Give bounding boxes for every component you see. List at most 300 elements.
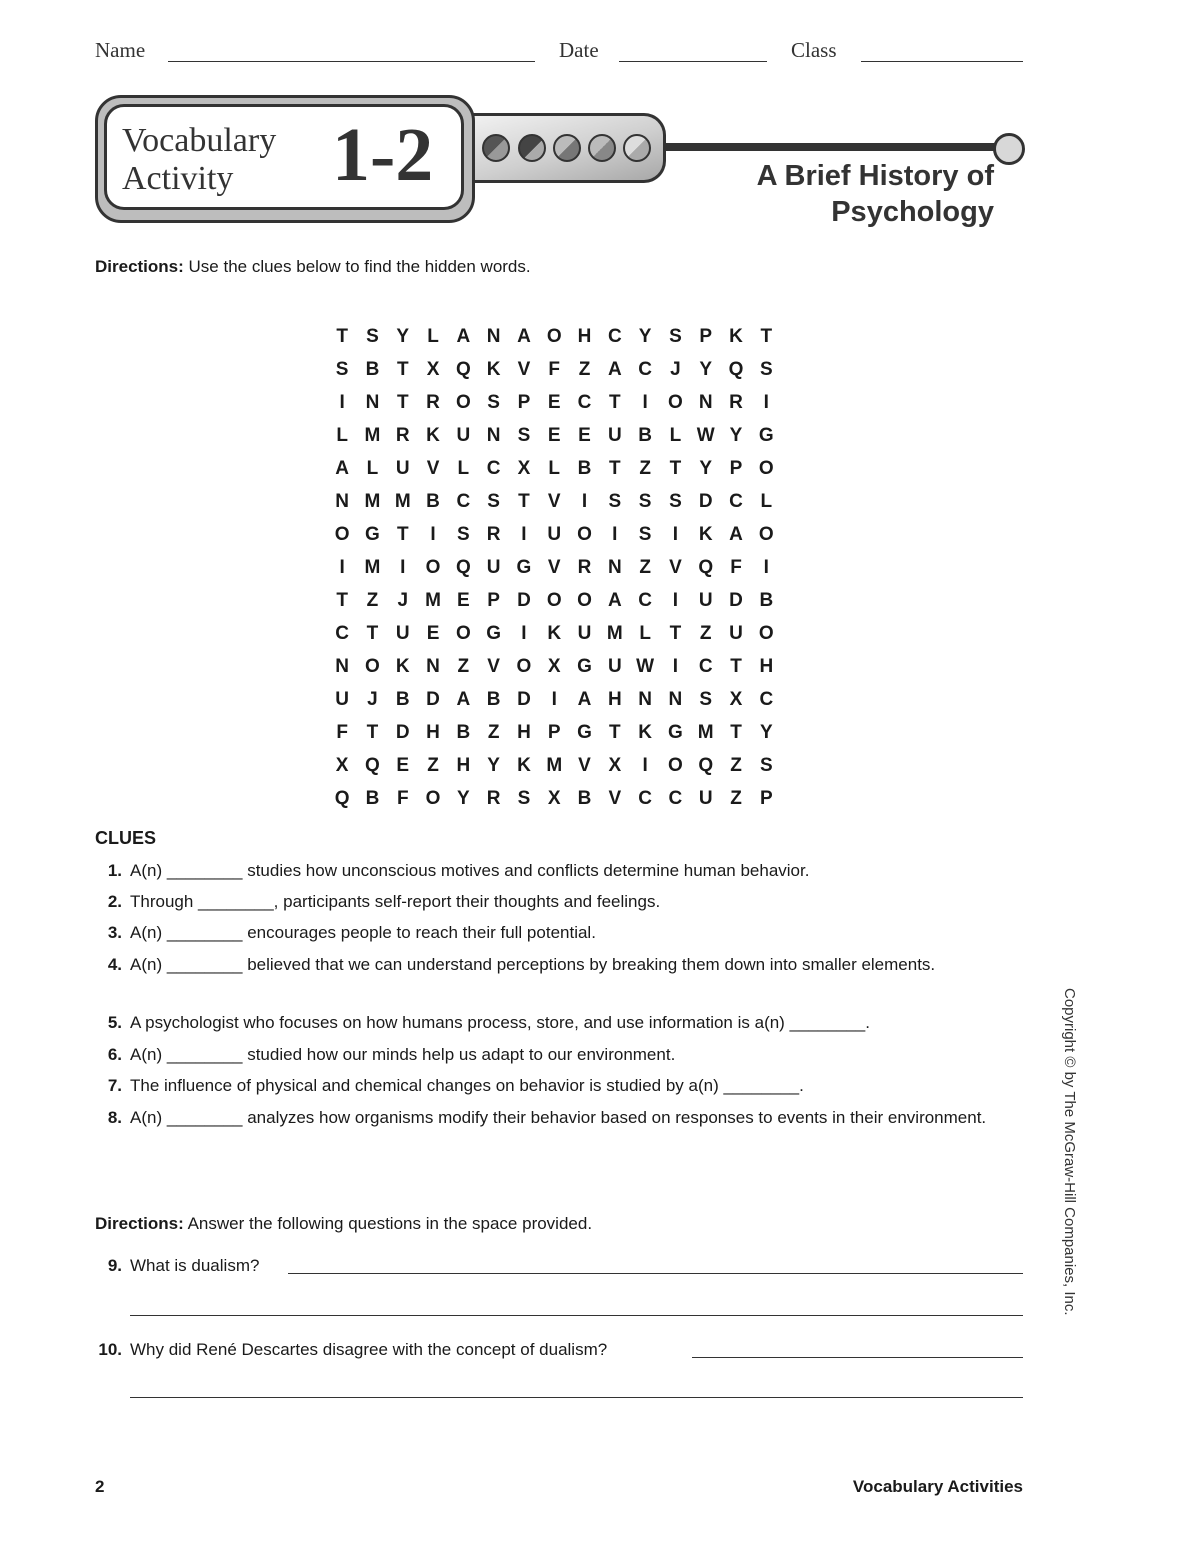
word-search-letter[interactable]: H xyxy=(426,721,440,743)
word-search-letter[interactable]: Q xyxy=(455,358,471,380)
word-search-letter[interactable]: U xyxy=(486,556,501,578)
word-search-letter[interactable]: H xyxy=(577,325,592,347)
word-search-letter[interactable]: L xyxy=(548,457,561,479)
word-search-letter[interactable]: D xyxy=(395,721,410,743)
word-search-letter[interactable]: D xyxy=(517,688,531,710)
word-search-letter[interactable]: I xyxy=(521,622,527,644)
word-search-letter[interactable]: F xyxy=(336,721,348,743)
word-search-letter[interactable]: N xyxy=(486,424,501,446)
word-search-letter[interactable]: O xyxy=(577,589,592,611)
word-search-letter[interactable]: K xyxy=(547,622,562,644)
word-search-letter[interactable]: F xyxy=(730,556,742,578)
word-search-letter[interactable]: L xyxy=(336,424,348,446)
word-search-letter[interactable]: P xyxy=(487,589,500,611)
word-search-grid xyxy=(327,320,781,815)
word-search-letter[interactable]: B xyxy=(486,688,501,710)
word-search-letter[interactable]: O xyxy=(758,457,774,479)
word-search-letter[interactable]: O xyxy=(365,655,380,677)
word-search-letter[interactable]: Z xyxy=(578,358,591,380)
word-search-letter[interactable]: X xyxy=(547,787,561,809)
word-search-letter[interactable]: U xyxy=(547,523,562,545)
word-search-letter[interactable]: S xyxy=(699,688,713,710)
word-search-letter[interactable]: N xyxy=(365,391,380,413)
word-search-letter[interactable]: E xyxy=(426,622,440,644)
word-search-letter[interactable]: I xyxy=(400,556,406,578)
word-search-letter[interactable]: B xyxy=(395,688,410,710)
word-search-letter[interactable]: T xyxy=(609,721,621,743)
word-search-letter[interactable]: T xyxy=(730,721,742,743)
answer-line[interactable] xyxy=(130,1315,1023,1316)
clue-item xyxy=(95,1041,1010,1068)
word-search-letter[interactable]: A xyxy=(607,589,622,611)
title-word-vocabulary: Vocabulary xyxy=(122,122,277,159)
word-search-letter[interactable]: S xyxy=(487,391,500,413)
word-search-letter[interactable]: C xyxy=(607,325,622,347)
progress-dot-1 xyxy=(482,134,510,162)
title-word-activity: Activity xyxy=(122,160,234,197)
word-search-letter[interactable]: N xyxy=(335,655,350,677)
word-search-letter[interactable]: Q xyxy=(365,754,380,776)
word-search-letter[interactable]: S xyxy=(669,490,682,512)
clue-number: 7. xyxy=(107,1076,122,1095)
word-search-letter[interactable]: B xyxy=(759,589,774,611)
clue-text: A(n) ________ believed that we can understand perceptions by breaking them down into smaller elements. xyxy=(130,955,936,974)
progress-dot-2 xyxy=(518,134,546,162)
word-search-row xyxy=(327,386,781,419)
word-search-letter[interactable]: Q xyxy=(698,556,714,578)
word-search-letter[interactable]: O xyxy=(455,391,471,413)
directions-label: Directions: xyxy=(95,1214,184,1233)
word-search-letter[interactable]: C xyxy=(729,490,743,512)
word-search-letter[interactable]: S xyxy=(517,787,531,809)
clue-text: Through ________, participants self-report their thoughts and feelings. xyxy=(130,892,661,911)
word-search-letter[interactable]: Q xyxy=(455,556,471,578)
word-search-letter[interactable]: I xyxy=(763,556,769,578)
word-search-letter[interactable]: Y xyxy=(759,721,773,743)
word-search-letter[interactable]: C xyxy=(577,391,592,413)
progress-dot-3 xyxy=(553,134,581,162)
word-search-letter[interactable]: Y xyxy=(699,457,713,479)
word-search-letter[interactable]: T xyxy=(366,622,379,644)
word-search-letter[interactable]: G xyxy=(577,721,592,743)
question-item xyxy=(95,1252,1010,1279)
word-search-letter[interactable]: T xyxy=(609,391,621,413)
word-search-letter[interactable]: H xyxy=(517,721,531,743)
word-search-letter[interactable]: C xyxy=(668,787,683,809)
word-search-letter[interactable]: Y xyxy=(487,754,500,776)
word-search-letter[interactable]: K xyxy=(486,358,501,380)
word-search-row xyxy=(327,551,781,584)
word-search-letter[interactable]: O xyxy=(546,589,562,611)
word-search-letter[interactable]: V xyxy=(547,556,561,578)
word-search-letter[interactable]: U xyxy=(395,457,410,479)
word-search-letter[interactable]: O xyxy=(577,523,592,545)
word-search-letter[interactable]: O xyxy=(668,391,683,413)
word-search-letter[interactable]: M xyxy=(425,589,441,611)
word-search-letter[interactable]: A xyxy=(335,457,350,479)
word-search-letter[interactable]: M xyxy=(697,721,714,743)
date-field-line[interactable] xyxy=(619,61,767,62)
word-search-letter[interactable]: S xyxy=(487,490,500,512)
word-search-letter[interactable]: U xyxy=(729,622,743,644)
word-search-letter[interactable]: K xyxy=(426,424,440,446)
word-search-letter[interactable]: T xyxy=(609,457,621,479)
question-text: What is dualism? xyxy=(130,1256,260,1275)
word-search-letter[interactable]: G xyxy=(668,721,683,743)
clue-item xyxy=(95,888,1010,915)
word-search-letter[interactable]: T xyxy=(366,721,379,743)
word-search-letter[interactable]: I xyxy=(672,523,679,545)
word-search-letter[interactable]: D xyxy=(729,589,743,611)
clue-number: 6. xyxy=(107,1045,122,1064)
word-search-row xyxy=(327,782,781,815)
word-search-letter[interactable]: V xyxy=(487,655,500,677)
clue-item xyxy=(95,951,1010,1005)
word-search-letter[interactable]: I xyxy=(672,589,679,611)
word-search-letter[interactable]: O xyxy=(334,523,350,545)
name-field-line[interactable] xyxy=(168,61,535,62)
word-search-letter[interactable]: P xyxy=(699,325,713,347)
word-search-letter[interactable]: O xyxy=(516,655,532,677)
word-search-row xyxy=(327,452,781,485)
word-search-letter[interactable]: A xyxy=(577,688,592,710)
word-search-letter[interactable]: Q xyxy=(728,358,744,380)
word-search-letter[interactable]: I xyxy=(642,754,648,776)
word-search-letter[interactable]: V xyxy=(426,457,440,479)
word-search-letter[interactable]: A xyxy=(456,688,471,710)
word-search-letter[interactable]: Y xyxy=(699,358,713,380)
chapter-title xyxy=(700,158,994,230)
word-search-letter[interactable]: H xyxy=(759,655,774,677)
word-search-letter[interactable]: O xyxy=(668,754,683,776)
clue-number: 3. xyxy=(107,923,122,942)
directions-text: Use the clues below to find the hidden words. xyxy=(183,257,531,276)
word-search-letter[interactable]: R xyxy=(486,787,501,809)
word-search-letter[interactable]: I xyxy=(763,391,769,413)
word-search-letter[interactable]: I xyxy=(339,556,345,578)
word-search-letter[interactable]: H xyxy=(456,754,471,776)
word-search-row xyxy=(327,584,781,617)
word-search-letter[interactable]: L xyxy=(760,490,773,512)
word-search-letter[interactable]: C xyxy=(698,655,713,677)
word-search-letter[interactable]: S xyxy=(759,754,773,776)
word-search-letter[interactable]: S xyxy=(759,358,773,380)
word-search-letter[interactable]: M xyxy=(394,490,411,512)
word-search-letter[interactable]: S xyxy=(638,490,652,512)
word-search-letter[interactable]: E xyxy=(396,754,410,776)
word-search-letter[interactable]: S xyxy=(608,490,622,512)
word-search-letter[interactable]: M xyxy=(364,424,381,446)
word-search-letter[interactable]: R xyxy=(395,424,410,446)
word-search-letter[interactable]: N xyxy=(426,655,440,677)
word-search-letter[interactable]: K xyxy=(638,721,652,743)
word-search-letter[interactable]: O xyxy=(758,622,774,644)
word-search-letter[interactable]: U xyxy=(698,589,713,611)
directions-questions xyxy=(95,1214,592,1234)
word-search-letter[interactable]: X xyxy=(335,754,349,776)
word-search-letter[interactable]: M xyxy=(364,490,381,512)
question-number: 10. xyxy=(98,1340,122,1359)
word-search-letter[interactable]: O xyxy=(425,787,441,809)
word-search-letter[interactable]: F xyxy=(396,787,409,809)
word-search-letter[interactable]: B xyxy=(426,490,440,512)
word-search-letter[interactable]: T xyxy=(669,622,682,644)
word-search-letter[interactable]: L xyxy=(457,457,470,479)
word-search-row xyxy=(327,485,781,518)
name-label: Name xyxy=(95,38,146,62)
word-search-letter[interactable]: A xyxy=(456,325,471,347)
clue-text: The influence of physical and chemical changes on behavior is studied by a(n) ________. xyxy=(130,1076,804,1095)
answer-line[interactable] xyxy=(288,1273,1023,1274)
clue-text: A(n) ________ encourages people to reach their full potential. xyxy=(130,923,596,942)
word-search-letter[interactable]: S xyxy=(366,325,379,347)
clue-item xyxy=(95,1009,1010,1036)
word-search-letter[interactable]: P xyxy=(547,721,561,743)
word-search-letter[interactable]: T xyxy=(336,589,348,611)
word-search-letter[interactable]: I xyxy=(430,523,436,545)
word-search-letter[interactable]: E xyxy=(547,391,561,413)
word-search-letter[interactable]: F xyxy=(548,358,561,380)
question-number: 9. xyxy=(107,1256,122,1275)
word-search-letter[interactable]: V xyxy=(517,358,531,380)
word-search-letter[interactable]: S xyxy=(456,523,470,545)
question-text: Why did René Descartes disagree with the concept of dualism? xyxy=(130,1340,608,1359)
word-search-letter[interactable]: C xyxy=(486,457,501,479)
word-search-row xyxy=(327,353,781,386)
word-search-letter[interactable]: D xyxy=(517,589,531,611)
word-search-letter[interactable]: V xyxy=(669,556,682,578)
footer-section-title: Vocabulary Activities xyxy=(852,1477,1023,1496)
word-search-letter[interactable]: C xyxy=(638,589,652,611)
word-search-letter[interactable]: I xyxy=(339,391,345,413)
word-search-letter[interactable]: P xyxy=(517,391,531,413)
word-search-letter[interactable]: M xyxy=(546,754,563,776)
word-search-letter[interactable]: U xyxy=(607,424,622,446)
word-search-letter[interactable]: J xyxy=(670,358,681,380)
word-search-letter[interactable]: I xyxy=(581,490,588,512)
word-search-letter[interactable]: P xyxy=(759,787,773,809)
word-search-letter[interactable]: X xyxy=(547,655,561,677)
word-search-letter[interactable]: T xyxy=(396,523,409,545)
word-search-letter[interactable]: X xyxy=(517,457,531,479)
word-search-letter[interactable]: T xyxy=(396,358,409,380)
word-search-letter[interactable]: T xyxy=(336,325,348,347)
word-search-letter[interactable]: Q xyxy=(698,754,714,776)
word-search-letter[interactable]: K xyxy=(729,325,743,347)
word-search-letter[interactable]: L xyxy=(427,325,439,347)
word-search-letter[interactable]: T xyxy=(518,490,530,512)
word-search-letter[interactable]: D xyxy=(698,490,713,512)
directions-word-search xyxy=(95,257,531,277)
word-search-letter[interactable]: I xyxy=(551,688,557,710)
word-search-letter[interactable]: Y xyxy=(638,325,652,347)
class-field-line[interactable] xyxy=(861,61,1023,62)
word-search-letter[interactable]: N xyxy=(698,391,713,413)
word-search-letter[interactable]: B xyxy=(577,787,592,809)
answer-line[interactable] xyxy=(692,1357,1023,1358)
word-search-letter[interactable]: Z xyxy=(457,655,470,677)
word-search-letter[interactable]: O xyxy=(425,556,441,578)
word-search-letter[interactable]: K xyxy=(517,754,531,776)
word-search-letter[interactable]: A xyxy=(607,358,622,380)
word-search-letter[interactable]: N xyxy=(638,688,652,710)
word-search-letter[interactable]: T xyxy=(396,391,409,413)
word-search-letter[interactable]: W xyxy=(696,424,715,446)
word-search-letter[interactable]: D xyxy=(426,688,440,710)
clue-number: 2. xyxy=(107,892,122,911)
activity-number: 1-2 xyxy=(332,113,434,197)
word-search-letter[interactable]: A xyxy=(517,325,531,347)
word-search-letter[interactable]: K xyxy=(698,523,713,545)
copyright-notice: Copyright © by The McGraw-Hill Companies, Inc. xyxy=(1061,988,1078,1316)
word-search-letter[interactable]: G xyxy=(758,424,774,446)
word-search-row xyxy=(327,716,781,749)
word-search-letter[interactable]: G xyxy=(365,523,380,545)
word-search-letter[interactable]: C xyxy=(456,490,471,512)
directions-text: Answer the following questions in the space provided. xyxy=(183,1214,593,1233)
word-search-letter[interactable]: G xyxy=(577,655,592,677)
word-search-letter[interactable]: E xyxy=(578,424,591,446)
word-search-letter[interactable]: U xyxy=(577,622,592,644)
word-search-letter[interactable]: Z xyxy=(427,754,439,776)
clue-text: A psychologist who focuses on how humans process, store, and use information is a(n) ________. xyxy=(130,1013,870,1032)
class-label: Class xyxy=(791,38,837,62)
word-search-letter[interactable]: V xyxy=(547,490,561,512)
word-search-letter[interactable]: I xyxy=(521,523,527,545)
clue-text: A(n) ________ analyzes how organisms modify their behavior based on responses to events in their environment. xyxy=(130,1108,987,1127)
word-search-letter[interactable]: Y xyxy=(396,325,410,347)
word-search-letter[interactable]: C xyxy=(638,358,652,380)
word-search-letter[interactable]: A xyxy=(729,523,743,545)
clue-text: A(n) ________ studies how unconscious motives and conflicts determine human behavior. xyxy=(130,861,810,880)
word-search-letter[interactable]: B xyxy=(456,721,471,743)
word-search-letter[interactable]: O xyxy=(546,325,562,347)
word-search-letter[interactable]: V xyxy=(578,754,591,776)
word-search-letter[interactable]: M xyxy=(606,622,623,644)
word-search-letter[interactable]: U xyxy=(698,787,713,809)
word-search-row xyxy=(327,518,781,551)
word-search-letter[interactable]: R xyxy=(426,391,440,413)
chapter-title-line2: Psychology xyxy=(831,196,994,228)
word-search-letter[interactable]: G xyxy=(486,622,502,644)
clue-text: A(n) ________ studied how our minds help us adapt to our environment. xyxy=(130,1045,676,1064)
progress-dot-4 xyxy=(588,134,616,162)
word-search-letter[interactable]: Z xyxy=(487,721,500,743)
title-rule-bar xyxy=(665,143,1000,151)
word-search-letter[interactable]: V xyxy=(608,787,622,809)
word-search-letter[interactable]: E xyxy=(456,589,470,611)
word-search-letter[interactable]: C xyxy=(759,688,774,710)
word-search-letter[interactable]: M xyxy=(364,556,381,578)
word-search-letter[interactable]: E xyxy=(547,424,561,446)
word-search-row xyxy=(327,419,781,452)
answer-line[interactable] xyxy=(130,1397,1023,1398)
clue-number: 8. xyxy=(107,1108,122,1127)
word-search-letter[interactable]: B xyxy=(577,457,592,479)
clue-item xyxy=(95,857,1010,884)
word-search-letter[interactable]: Z xyxy=(639,556,651,578)
word-search-row xyxy=(327,617,781,650)
word-search-letter[interactable]: B xyxy=(365,787,380,809)
page-number: 2 xyxy=(95,1477,105,1496)
date-label: Date xyxy=(559,38,599,62)
word-search-letter[interactable]: J xyxy=(367,688,378,710)
word-search-row xyxy=(327,650,781,683)
word-search-letter[interactable]: T xyxy=(730,655,742,677)
word-search-letter[interactable]: X xyxy=(426,358,440,380)
word-search-letter[interactable]: I xyxy=(672,655,679,677)
word-search-letter[interactable]: X xyxy=(729,688,743,710)
title-rule-end-knob xyxy=(993,133,1025,165)
word-search-letter[interactable]: S xyxy=(638,523,652,545)
word-search-letter[interactable]: R xyxy=(486,523,501,545)
clue-number: 5. xyxy=(107,1013,122,1032)
word-search-row xyxy=(327,320,781,353)
word-search-letter[interactable]: O xyxy=(758,523,774,545)
word-search-letter[interactable]: R xyxy=(729,391,743,413)
word-search-letter[interactable]: T xyxy=(760,325,773,347)
word-search-letter[interactable]: N xyxy=(335,490,350,512)
word-search-letter[interactable]: Z xyxy=(699,622,712,644)
word-search-letter[interactable]: B xyxy=(365,358,380,380)
word-search-letter[interactable]: R xyxy=(577,556,592,578)
word-search-letter[interactable]: H xyxy=(607,688,622,710)
word-search-letter[interactable]: C xyxy=(638,787,652,809)
clue-item xyxy=(95,1104,1010,1158)
clue-number: 1. xyxy=(107,861,122,880)
word-search-letter[interactable]: P xyxy=(729,457,743,479)
word-search-letter[interactable]: Y xyxy=(729,424,743,446)
word-search-letter[interactable]: U xyxy=(456,424,471,446)
clue-item xyxy=(95,1072,1010,1099)
word-search-letter[interactable]: X xyxy=(608,754,622,776)
word-search-letter[interactable]: U xyxy=(395,622,410,644)
word-search-letter[interactable]: L xyxy=(639,622,651,644)
word-search-letter[interactable]: S xyxy=(669,325,682,347)
word-search-letter[interactable]: S xyxy=(517,424,531,446)
word-search-row xyxy=(327,683,781,716)
word-search-row xyxy=(327,749,781,782)
word-search-letter[interactable]: I xyxy=(642,391,648,413)
word-search-letter[interactable]: Z xyxy=(639,457,651,479)
progress-dot-5 xyxy=(623,134,651,162)
chapter-title-line1: A Brief History of xyxy=(756,160,994,192)
word-search-letter[interactable]: U xyxy=(335,688,350,710)
word-search-letter[interactable]: J xyxy=(397,589,409,611)
word-search-letter[interactable]: B xyxy=(638,424,652,446)
word-search-letter[interactable]: C xyxy=(335,622,350,644)
word-search-letter[interactable]: I xyxy=(612,523,618,545)
word-search-letter[interactable]: T xyxy=(669,457,682,479)
word-search-letter[interactable]: L xyxy=(366,457,379,479)
word-search-letter[interactable]: Y xyxy=(456,787,470,809)
word-search-letter[interactable]: G xyxy=(516,556,532,578)
word-search-letter[interactable]: L xyxy=(669,424,682,446)
word-search-letter[interactable]: K xyxy=(395,655,410,677)
word-search-letter[interactable]: Q xyxy=(334,787,350,809)
word-search-letter[interactable]: N xyxy=(668,688,683,710)
word-search-letter[interactable]: N xyxy=(486,325,501,347)
word-search-letter[interactable]: Z xyxy=(730,787,742,809)
word-search-letter[interactable]: W xyxy=(636,655,655,677)
word-search-letter[interactable]: S xyxy=(335,358,349,380)
word-search-letter[interactable]: N xyxy=(607,556,622,578)
word-search-letter[interactable]: U xyxy=(607,655,622,677)
question-item xyxy=(95,1336,1010,1363)
word-search-letter[interactable]: Z xyxy=(366,589,379,611)
word-search-letter[interactable]: Z xyxy=(730,754,742,776)
word-search-letter[interactable]: O xyxy=(455,622,471,644)
